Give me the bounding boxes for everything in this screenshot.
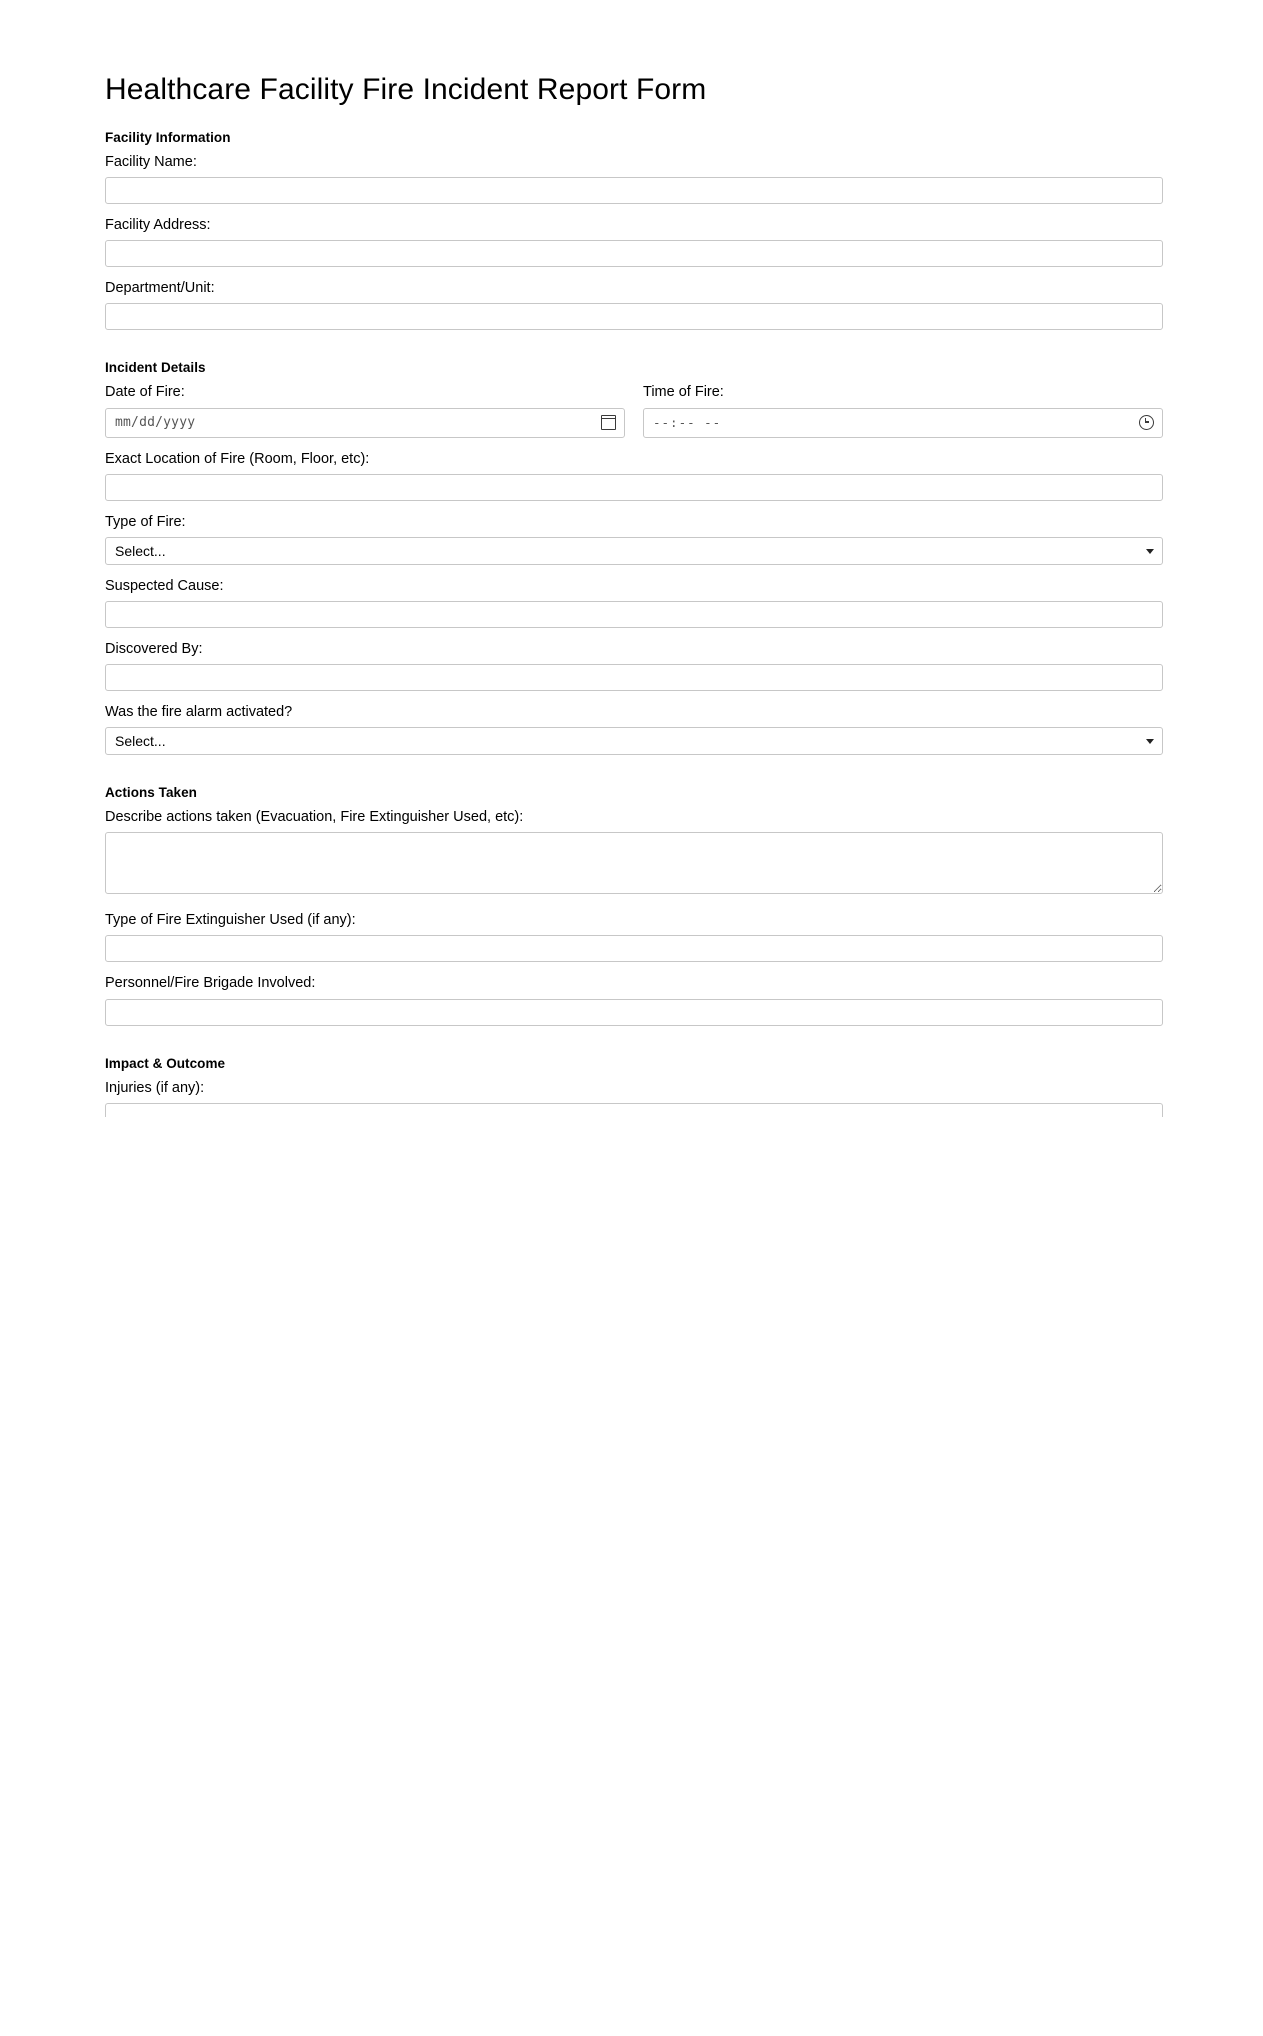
exact-location-label: Exact Location of Fire (Room, Floor, etc): <box>105 450 370 467</box>
exact-location-input[interactable] <box>105 474 1163 501</box>
personnel-involved-input[interactable] <box>105 999 1163 1026</box>
chevron-down-icon[interactable] <box>1146 739 1154 744</box>
type-of-fire-select-wrap <box>105 537 1163 565</box>
extinguisher-type-input[interactable] <box>105 935 1163 962</box>
facility-name-label: Facility Name: <box>105 154 197 170</box>
discovered-by-label: Discovered By: <box>105 640 203 657</box>
section-impact-outcome <box>105 1056 1163 1117</box>
calendar-icon[interactable] <box>601 415 616 430</box>
injuries-input[interactable] <box>105 1103 1163 1117</box>
actions-description-label: Describe actions taken (Evacuation, Fire Extinguisher Used, etc): <box>105 809 524 826</box>
row-date-time <box>105 383 1163 437</box>
section-incident-details <box>105 360 1163 755</box>
facility-address-input[interactable] <box>105 240 1163 267</box>
fire-alarm-select-wrap <box>105 727 1163 755</box>
field-facility-address <box>105 216 1163 267</box>
department-unit-label: Department/Unit: <box>105 280 215 297</box>
field-type-of-fire <box>105 513 1163 565</box>
time-of-fire-label: Time of Fire: <box>643 384 724 401</box>
facility-name-input[interactable] <box>105 177 1163 204</box>
section-heading-incident-details: Incident Details <box>105 360 206 376</box>
section-spacer-2 <box>105 767 1163 785</box>
actions-description-textarea[interactable] <box>105 832 1163 894</box>
section-facility-information <box>105 130 1163 330</box>
field-exact-location <box>105 450 1163 501</box>
field-discovered-by <box>105 640 1163 691</box>
field-fire-alarm-activated <box>105 703 1163 755</box>
date-of-fire-placeholder: mm/dd/yyyy <box>115 415 196 430</box>
section-spacer-3 <box>105 1038 1163 1056</box>
field-personnel-involved <box>105 974 1163 1025</box>
fire-alarm-selected-value: Select... <box>115 733 166 750</box>
date-of-fire-input[interactable] <box>105 408 625 438</box>
suspected-cause-input[interactable] <box>105 601 1163 628</box>
injuries-label: Injuries (if any): <box>105 1079 205 1096</box>
field-suspected-cause <box>105 577 1163 628</box>
field-injuries <box>105 1079 1163 1117</box>
fire-alarm-activated-select[interactable] <box>105 727 1163 755</box>
personnel-involved-label: Personnel/Fire Brigade Involved: <box>105 975 316 992</box>
time-of-fire-input[interactable] <box>643 408 1163 438</box>
section-spacer-1 <box>105 342 1163 360</box>
field-time-of-fire <box>643 383 1163 437</box>
type-of-fire-selected-value: Select... <box>115 542 166 559</box>
field-department-unit <box>105 279 1163 330</box>
clock-icon[interactable] <box>1139 415 1154 430</box>
type-of-fire-select[interactable] <box>105 537 1163 565</box>
extinguisher-type-label: Type of Fire Extinguisher Used (if any): <box>105 912 356 929</box>
discovered-by-input[interactable] <box>105 664 1163 691</box>
field-extinguisher-type <box>105 911 1163 962</box>
field-actions-description <box>105 808 1163 899</box>
department-unit-input[interactable] <box>105 303 1163 330</box>
suspected-cause-label: Suspected Cause: <box>105 577 224 594</box>
section-heading-facility-information: Facility Information <box>105 130 231 145</box>
chevron-down-icon[interactable] <box>1146 549 1154 554</box>
fire-alarm-activated-label: Was the fire alarm activated? <box>105 704 293 720</box>
date-of-fire-label: Date of Fire: <box>105 384 185 401</box>
facility-address-label: Facility Address: <box>105 217 211 234</box>
field-date-of-fire <box>105 383 625 437</box>
section-actions-taken <box>105 785 1163 1025</box>
section-heading-impact-outcome: Impact & Outcome <box>105 1055 226 1071</box>
type-of-fire-label: Type of Fire: <box>105 513 186 530</box>
field-facility-name <box>105 153 1163 204</box>
time-of-fire-placeholder: --:-- -- <box>653 415 722 430</box>
page-title: Healthcare Facility Fire Incident Report Form <box>105 73 707 106</box>
section-heading-actions-taken: Actions Taken <box>105 785 197 801</box>
